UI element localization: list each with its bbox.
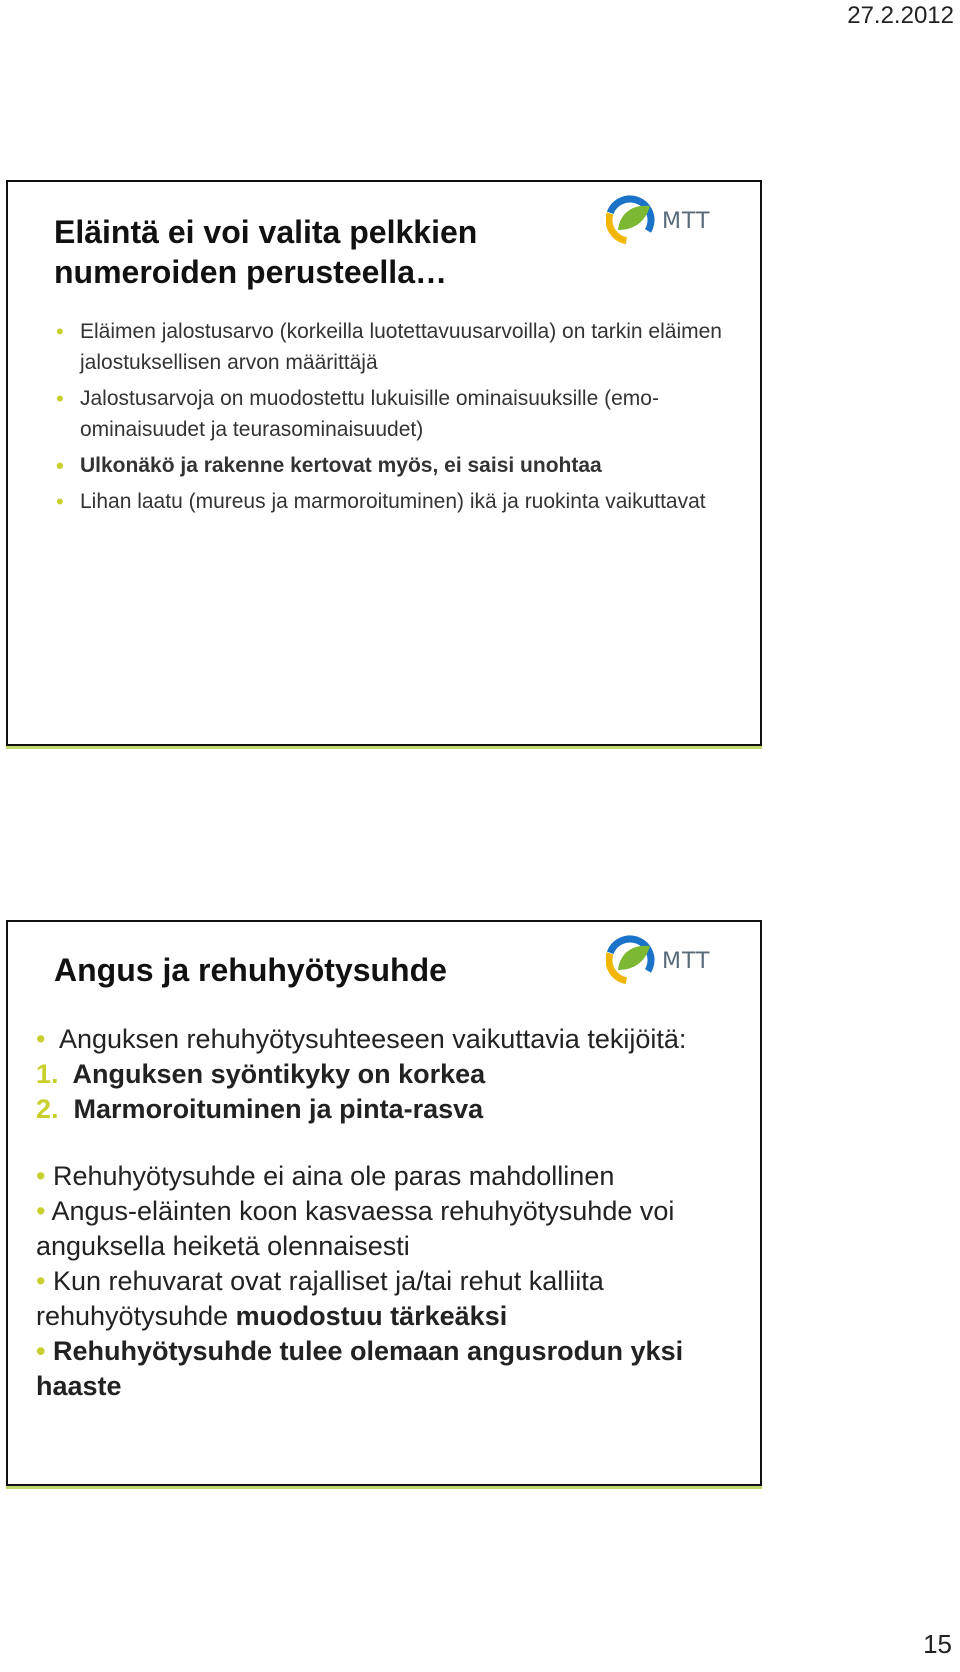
slide-1-title-line-2: numeroiden perusteella… [54, 254, 447, 290]
slide-1-bullet: • Ulkonäkö ja rakenne kertovat myös, ei saisi unohtaa [56, 450, 736, 481]
slide-2-bullet: • Rehuhyötysuhde tulee olemaan angusrodun yksi haaste [36, 1336, 684, 1401]
slide-2-title: Angus ja rehuhyötysuhde [54, 952, 447, 988]
slide-2-intro: • Anguksen rehuhyötysuhteeseen vaikuttavia tekijöitä: [36, 1024, 687, 1054]
bullet-icon: • [56, 319, 64, 344]
bullet-icon: • [36, 1336, 46, 1366]
page-number: 15 [923, 1629, 952, 1659]
logo-text: MTT [662, 949, 711, 974]
slide-1 [6, 180, 762, 746]
slide-1-bullet: • Eläimen jalostusarvo (korkeilla luotettavuusarvoilla) on tarkin eläimen jalostuksellisen arvon määrittäjä [56, 316, 736, 378]
slide-1-title [54, 212, 574, 292]
slide-1-bullet-list [56, 316, 736, 522]
bullet-icon: • [56, 489, 64, 514]
mtt-logo [606, 930, 732, 990]
logo-text: MTT [662, 209, 711, 234]
slide-1-bullet: • Jalostusarvoja on muodostettu lukuisille ominaisuuksille (emo-ominaisuudet ja teurasominaisuudet) [56, 383, 736, 445]
numbered-item: 2. Marmoroituminen ja pinta-rasva [36, 1094, 484, 1124]
numbered-item: 1. Anguksen syöntikyky on korkea [36, 1059, 486, 1089]
slide-1-title-line-1: Eläintä ei voi valita pelkkien [54, 214, 478, 250]
bullet-icon: • [36, 1161, 46, 1191]
slide-2 [6, 920, 762, 1486]
slide-1-bullet: • Lihan laatu (mureus ja marmoroituminen) ikä ja ruokinta vaikuttavat [56, 486, 736, 517]
slide-2-bullet: • Kun rehuvarat ovat rajalliset ja/tai rehut kalliita rehuhyötysuhde muodostuu tärkeäksi [36, 1266, 604, 1331]
page-date: 27.2.2012 [847, 2, 954, 29]
slide-2-bullet: • Rehuhyötysuhde ei aina ole paras mahdollinen [36, 1161, 615, 1191]
mtt-logo [606, 190, 732, 250]
bullet-icon: • [36, 1024, 46, 1054]
bullet-icon: • [56, 386, 64, 411]
bullet-icon: • [56, 453, 64, 478]
bullet-icon: • [36, 1266, 46, 1296]
slide-2-body [36, 1022, 746, 1404]
bullet-icon: • [36, 1196, 46, 1226]
slide-2-bullet: • Angus-eläinten koon kasvaessa rehuhyötysuhde voi anguksella heiketä olennaisesti [36, 1196, 675, 1261]
